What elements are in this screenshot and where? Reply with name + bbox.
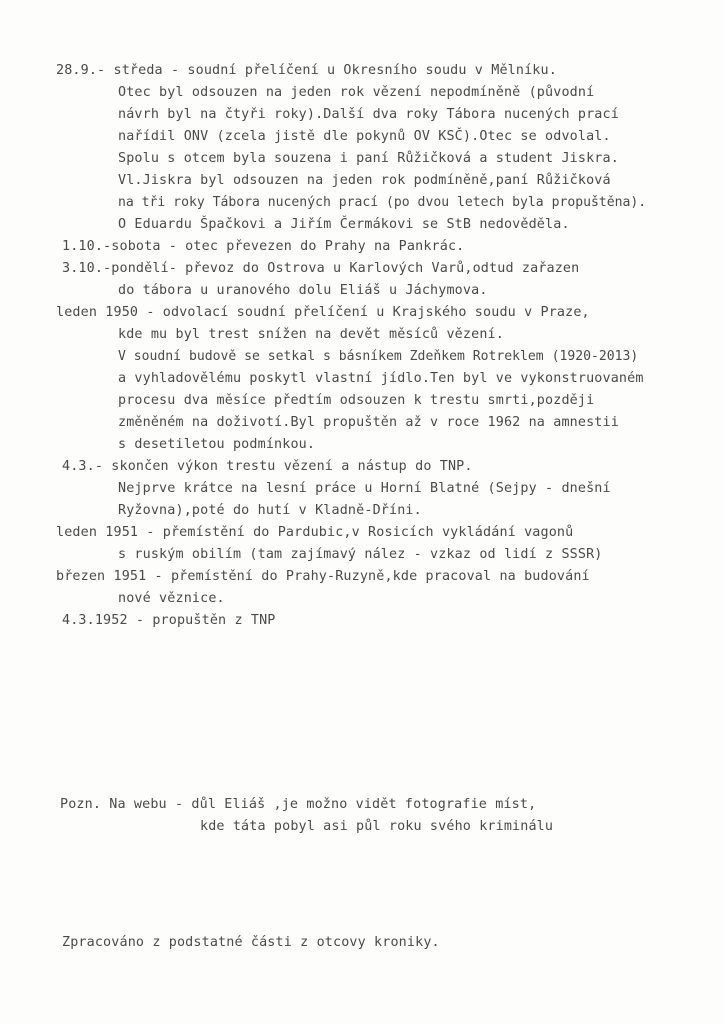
text-line: návrh byl na čtyři roky).Další dva roky Tábora nucených prací — [118, 107, 619, 122]
text-line: Nejprve krátce na lesní práce u Horní Blatné (Sejpy - dnešní — [118, 481, 611, 496]
text-line: do tábora u uranového dolu Eliáš u Jáchymova. — [118, 283, 488, 298]
text-line: s desetiletou podmínkou. — [118, 437, 316, 452]
text-line: nové věznice. — [118, 591, 225, 606]
text-line: 3.10.-pondělí- převoz do Ostrova u Karlových Varů,odtud zařazen — [62, 261, 580, 276]
text-line: kde mu byl trest snížen na devět měsíců vězení. — [118, 327, 504, 342]
text-line: na tři roky Tábora nucených prací (po dvou letech byla propuštěna). — [118, 195, 647, 210]
note-line: kde táta pobyl asi půl roku svého kriminálu — [200, 819, 554, 834]
text-line: s ruským obilím (tam zajímavý nález - vzkaz od lidí z SSSR) — [118, 547, 603, 562]
footer-line: Zpracováno z podstatné části z otcovy kroniky. — [62, 935, 440, 950]
text-line: březen 1951 - přemístění do Prahy-Ruzyně,kde pracoval na budování — [56, 569, 590, 584]
text-line: Otec byl odsouzen na jeden rok vězení nepodmíněně (původní — [118, 85, 595, 100]
text-line: změněném na doživotí.Byl propuštěn až v roce 1962 na amnestii — [118, 415, 619, 430]
text-line: 4.3.- skončen výkon trestu vězení a nástup do TNP. — [62, 459, 473, 474]
text-line: 1.10.-sobota - otec převezen do Prahy na Pankrác. — [62, 239, 465, 254]
text-line: a vyhladovělému poskytl vlastní jídlo.Ten byl ve vykonstruovaném — [118, 371, 644, 386]
text-line: nařídil ONV (zcela jistě dle pokynů OV KSČ).Otec se odvolal. — [118, 129, 611, 144]
text-line: V soudní budově se setkal s básníkem Zdeňkem Rotreklem (1920-2013) — [118, 349, 639, 364]
text-line: Vl.Jiskra byl odsouzen na jeden rok podmíněně,paní Růžičková — [118, 173, 611, 188]
text-line: Ryžovna),poté do hutí v Kladně-Dříni. — [118, 503, 422, 518]
text-line: leden 1951 - přemístění do Pardubic,v Rosicích vykládání vagonů — [56, 525, 574, 540]
text-line: leden 1950 - odvolací soudní přelíčení u Krajského soudu v Praze, — [56, 305, 590, 320]
text-line: procesu dva měsíce předtím odsouzen k trestu smrti,později — [118, 393, 595, 408]
note-line: Pozn. Na webu - důl Eliáš ,je možno vidět fotografie míst, — [60, 797, 537, 812]
text-line: Spolu s otcem byla souzena i paní Růžičková a student Jiskra. — [118, 151, 619, 166]
text-line: O Eduardu Špačkovi a Jiřím Čermákovi se StB nedověděla. — [118, 217, 570, 232]
text-line: 4.3.1952 - propuštěn z TNP — [62, 613, 276, 628]
text-line: 28.9.- středa - soudní přelíčení u Okresního soudu v Mělníku. — [56, 63, 557, 78]
